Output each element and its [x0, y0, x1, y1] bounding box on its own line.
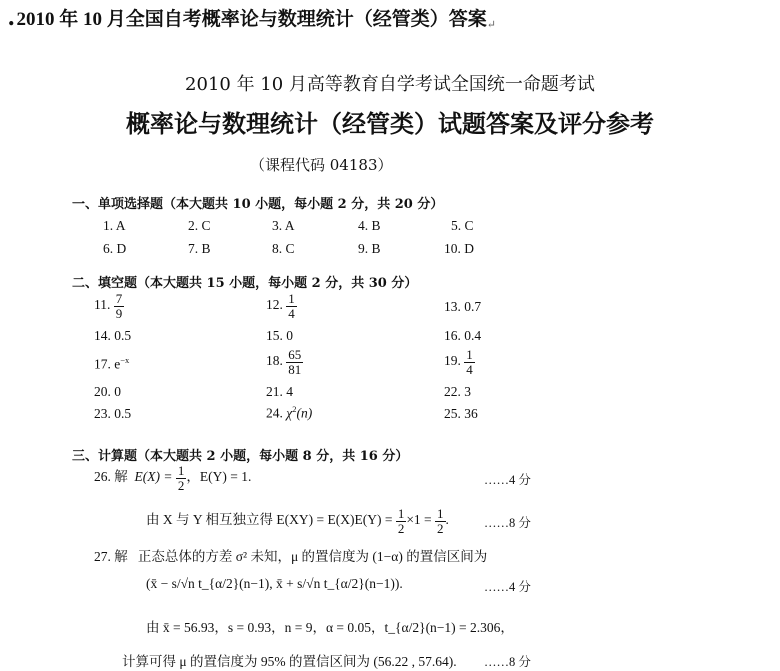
answer-25: 25. 36: [444, 406, 478, 421]
document-title: [8, 4, 496, 31]
q26-line2: [146, 507, 449, 535]
q27-label: 27. 解: [94, 549, 128, 564]
answer-11-fraction: [114, 292, 125, 320]
q26-line2-text: 由 X 与 Y 相互独立得 E(XY) = E(X)E(Y) =: [146, 512, 393, 528]
chi-exponent: 2: [292, 404, 297, 414]
answer-17: [94, 355, 129, 373]
document-title-text: 2010 年 10 月全国自考概率论与数理统计（经管类）答案: [16, 9, 487, 30]
fraction-denominator: 2: [177, 477, 185, 493]
fraction-numerator: 1: [466, 347, 473, 362]
q26-line1: [94, 464, 251, 492]
q26-tail: ，E(Y) = 1.: [186, 469, 252, 485]
answer-18-label: 18.: [266, 353, 283, 369]
answer-23: 23. 0.5: [94, 406, 132, 421]
fraction-numerator: 1: [288, 291, 295, 306]
exam-line: 2010 年 10 月高等教育自学考试全国统一命题考试: [185, 74, 595, 95]
chi-symbol: χ: [286, 405, 293, 421]
answer-4: 4. B: [358, 218, 381, 233]
q27-line1: [94, 545, 487, 565]
fraction-numerator: 1: [397, 506, 405, 521]
answer-14: 14. 0.5: [94, 328, 132, 343]
answer-17-base: e: [114, 356, 121, 372]
q27-interval: (x̄ − s/√n t_{α/2}(n−1), x̄ + s/√n t_{α/2}(n−1)).: [146, 576, 403, 591]
answer-7: 7. B: [188, 241, 211, 256]
answer-12-label: 12.: [266, 297, 283, 313]
fraction-denominator: 81: [288, 361, 302, 377]
answer-18: [266, 348, 303, 376]
section2-title: 二、填空题（本大题共 15 小题，每小题 2 分，共 30 分）: [72, 276, 418, 291]
q26-label: 26. 解: [94, 469, 128, 485]
answer-21: 21. 4: [266, 384, 293, 399]
fraction-denominator: 4: [466, 361, 473, 377]
q26-score-2: ……8 分: [484, 516, 531, 530]
answer-12-fraction: [286, 292, 297, 320]
answer-20: 20. 0: [94, 384, 121, 399]
answer-8: 8. C: [272, 241, 295, 256]
q27-line4: 计算可得 μ 的置信度为 95% 的置信区间为 (56.22 , 57.64).: [122, 654, 457, 669]
fraction-numerator: 1: [177, 463, 185, 478]
answer-1: 1. A: [103, 218, 126, 233]
course-code: （课程代码 04183）: [250, 156, 393, 174]
answer-3: 3. A: [272, 218, 295, 233]
q26-fraction: [176, 464, 187, 492]
answer-11-label: 11.: [94, 297, 111, 313]
answer-16: 16. 0.4: [444, 328, 482, 343]
answer-12: [266, 292, 297, 320]
q27-line1-text: 正态总体的方差 σ² 未知，μ 的置信度为 (1−α) 的置信区间为: [137, 549, 488, 564]
answer-11: [94, 292, 124, 320]
q27-line3: 由 x̄ = 56.93，s = 0.93，n = 9，α = 0.05，t_{α/2}(n−1) = 2.306，: [146, 620, 514, 635]
return-mark-icon: ↵: [486, 19, 496, 31]
chi-argument: (n): [296, 405, 313, 421]
answer-17-label: 17.: [94, 356, 111, 372]
fraction-denominator: 2: [397, 520, 405, 536]
answer-13: 13. 0.7: [444, 299, 482, 314]
answer-19-label: 19.: [444, 353, 461, 369]
answer-24-label: 24.: [266, 405, 283, 421]
answer-6: 6. D: [103, 241, 127, 256]
q26-line2-mid: ×1 =: [406, 512, 432, 528]
q27-score-2: ……8 分: [484, 655, 531, 669]
fraction-numerator: 7: [115, 291, 123, 306]
q26-score-1: ……4 分: [484, 473, 531, 487]
answer-17-exponent: −x: [120, 355, 130, 365]
answer-15: 15. 0: [266, 328, 293, 343]
answer-10: 10. D: [444, 241, 474, 256]
answer-19: [444, 348, 475, 376]
answer-22: 22. 3: [444, 384, 471, 399]
q26-line2-end: .: [445, 512, 449, 528]
answer-24: [266, 404, 312, 422]
fraction-denominator: 4: [288, 305, 295, 321]
q26-line2-frac1: [396, 507, 407, 535]
answer-19-fraction: [464, 348, 475, 376]
fraction-numerator: 65: [288, 347, 302, 362]
answer-18-fraction: [286, 348, 303, 376]
fraction-numerator: 1: [437, 506, 444, 521]
fraction-denominator: 9: [115, 305, 123, 321]
q26-ex: E(X) =: [134, 469, 173, 485]
answer-9: 9. B: [358, 241, 381, 256]
section3-title: 三、计算题（本大题共 2 小题，每小题 8 分，共 16 分）: [72, 449, 409, 464]
fraction-denominator: 2: [437, 520, 444, 536]
bullet-dot: .: [8, 2, 15, 31]
subject-title: 概率论与数理统计（经管类）试题答案及评分参考: [126, 109, 654, 138]
q27-score-1: ……4 分: [484, 580, 531, 594]
answer-2: 2. C: [188, 218, 211, 233]
q26-line2-frac2: [435, 507, 446, 535]
section1-title: 一、单项选择题（本大题共 10 小题，每小题 2 分，共 20 分）: [72, 197, 444, 212]
answer-5: 5. C: [451, 218, 474, 233]
